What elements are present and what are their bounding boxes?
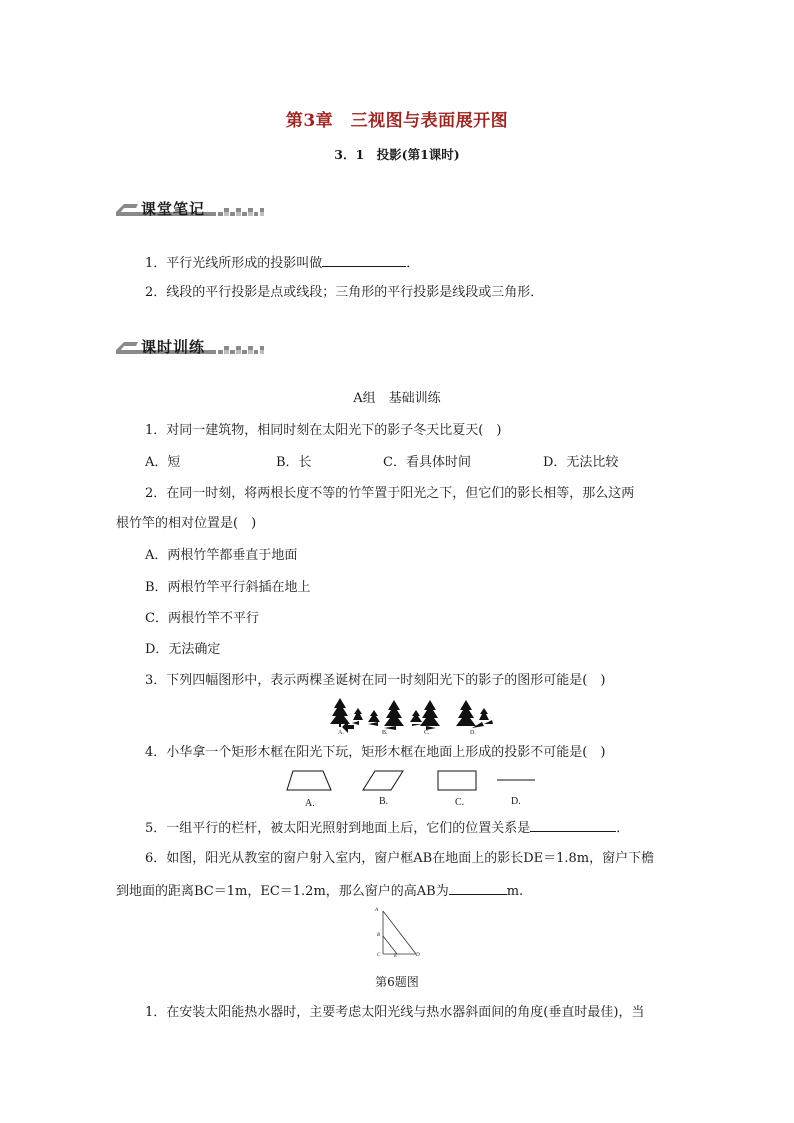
q5-end: ． [616,821,630,836]
q6-point-d: D [416,953,420,958]
q2-stem-line2: 根竹竿的相对位置是( ) [116,516,257,531]
q4-figure-label-b: B. [379,796,389,807]
rectangle-projections-figure [285,768,545,798]
q6-figure [374,908,424,960]
q3-figure-label-a: A. [338,730,344,736]
q1-option-b: B．长 [276,455,312,470]
q6-point-a: A [375,908,379,913]
q2-stem-line1: 2．在同一时刻，将两根长度不等的竹竿置于阳光之下，但它们的影长相等，那么这两 [145,486,635,501]
training-banner-label: 课时训练 [141,338,206,356]
q5 [145,819,629,837]
q3-stem: 3．下列四幅图形中，表示两棵圣诞树在同一时刻阳光下的影子的图形可能是( ) [145,673,606,688]
q1-option-c: C．看具体时间 [383,455,471,470]
note-1-text: 1．平行光线所形成的投影叫做 [145,256,323,271]
q6-point-c: C [377,953,381,958]
q2-option-b: B．两根竹竿平行斜插在地上 [145,580,311,595]
q6-point-b: B [377,933,381,938]
q1-option-a: A．短 [145,455,181,470]
q4-figure-label-a: A. [305,798,315,809]
training-banner [114,334,270,360]
note-1 [145,254,419,272]
q2-option-c: C．两根竹竿不平行 [145,611,259,626]
answer-blank [322,254,406,267]
q3-figure-label-c: C. [424,730,430,736]
q5-text: 5．一组平行的栏杆，被太阳光照射到地面上后，它们的位置关系是 [145,821,531,836]
q4-figure-label-c: C. [455,797,465,808]
notes-banner [114,196,270,222]
q4-figure [285,768,545,812]
q2-option-a: A．两根竹竿都垂直于地面 [145,548,298,563]
b-q1-line1: 1．在安装太阳能热水器时，主要考虑太阳光线与热水器斜面间的角度(垂直时最佳)，当 [145,1005,645,1020]
q6-point-e: E [394,954,398,959]
answer-blank [530,819,616,832]
q3-figure [326,694,496,742]
q2-option-d: D．无法确定 [145,642,221,657]
note-1-end: ． [406,256,420,271]
q6-line2-text: 到地面的距离BC＝1m，EC＝1.2m，那么窗户的高AB为 [116,884,449,899]
group-a-title: A组 基础训练 [353,391,441,406]
notes-banner-label: 课堂笔记 [141,200,206,218]
q4-stem: 4．小华拿一个矩形木框在阳光下玩，矩形木框在地面上形成的投影不可能是( ) [145,745,606,760]
q1-stem: 1．对同一建筑物，相同时刻在太阳光下的影子冬天比夏天( ) [145,423,502,438]
q6-figure-caption: 第6题图 [375,975,419,989]
answer-blank [449,882,507,895]
q4-figure-label-d: D. [511,796,521,807]
q6-line2 [116,882,523,900]
q6-line1: 6．如图，阳光从教室的窗户射入室内，窗户框AB在地面上的影长DE＝1.8m，窗户下檐 [145,851,655,866]
q3-figure-label-b: B. [382,730,388,736]
q1-option-d: D．无法比较 [543,455,619,470]
note-2: 2．线段的平行投影是点或线段；三角形的平行投影是线段或三角形． [145,285,544,300]
q6-line2-unit: m. [506,884,524,899]
chapter-title: 第3章 三视图与表面展开图 [285,111,509,131]
q3-figure-label-d: D. [470,730,476,736]
section-title: 3．1 投影(第1课时) [334,147,460,162]
